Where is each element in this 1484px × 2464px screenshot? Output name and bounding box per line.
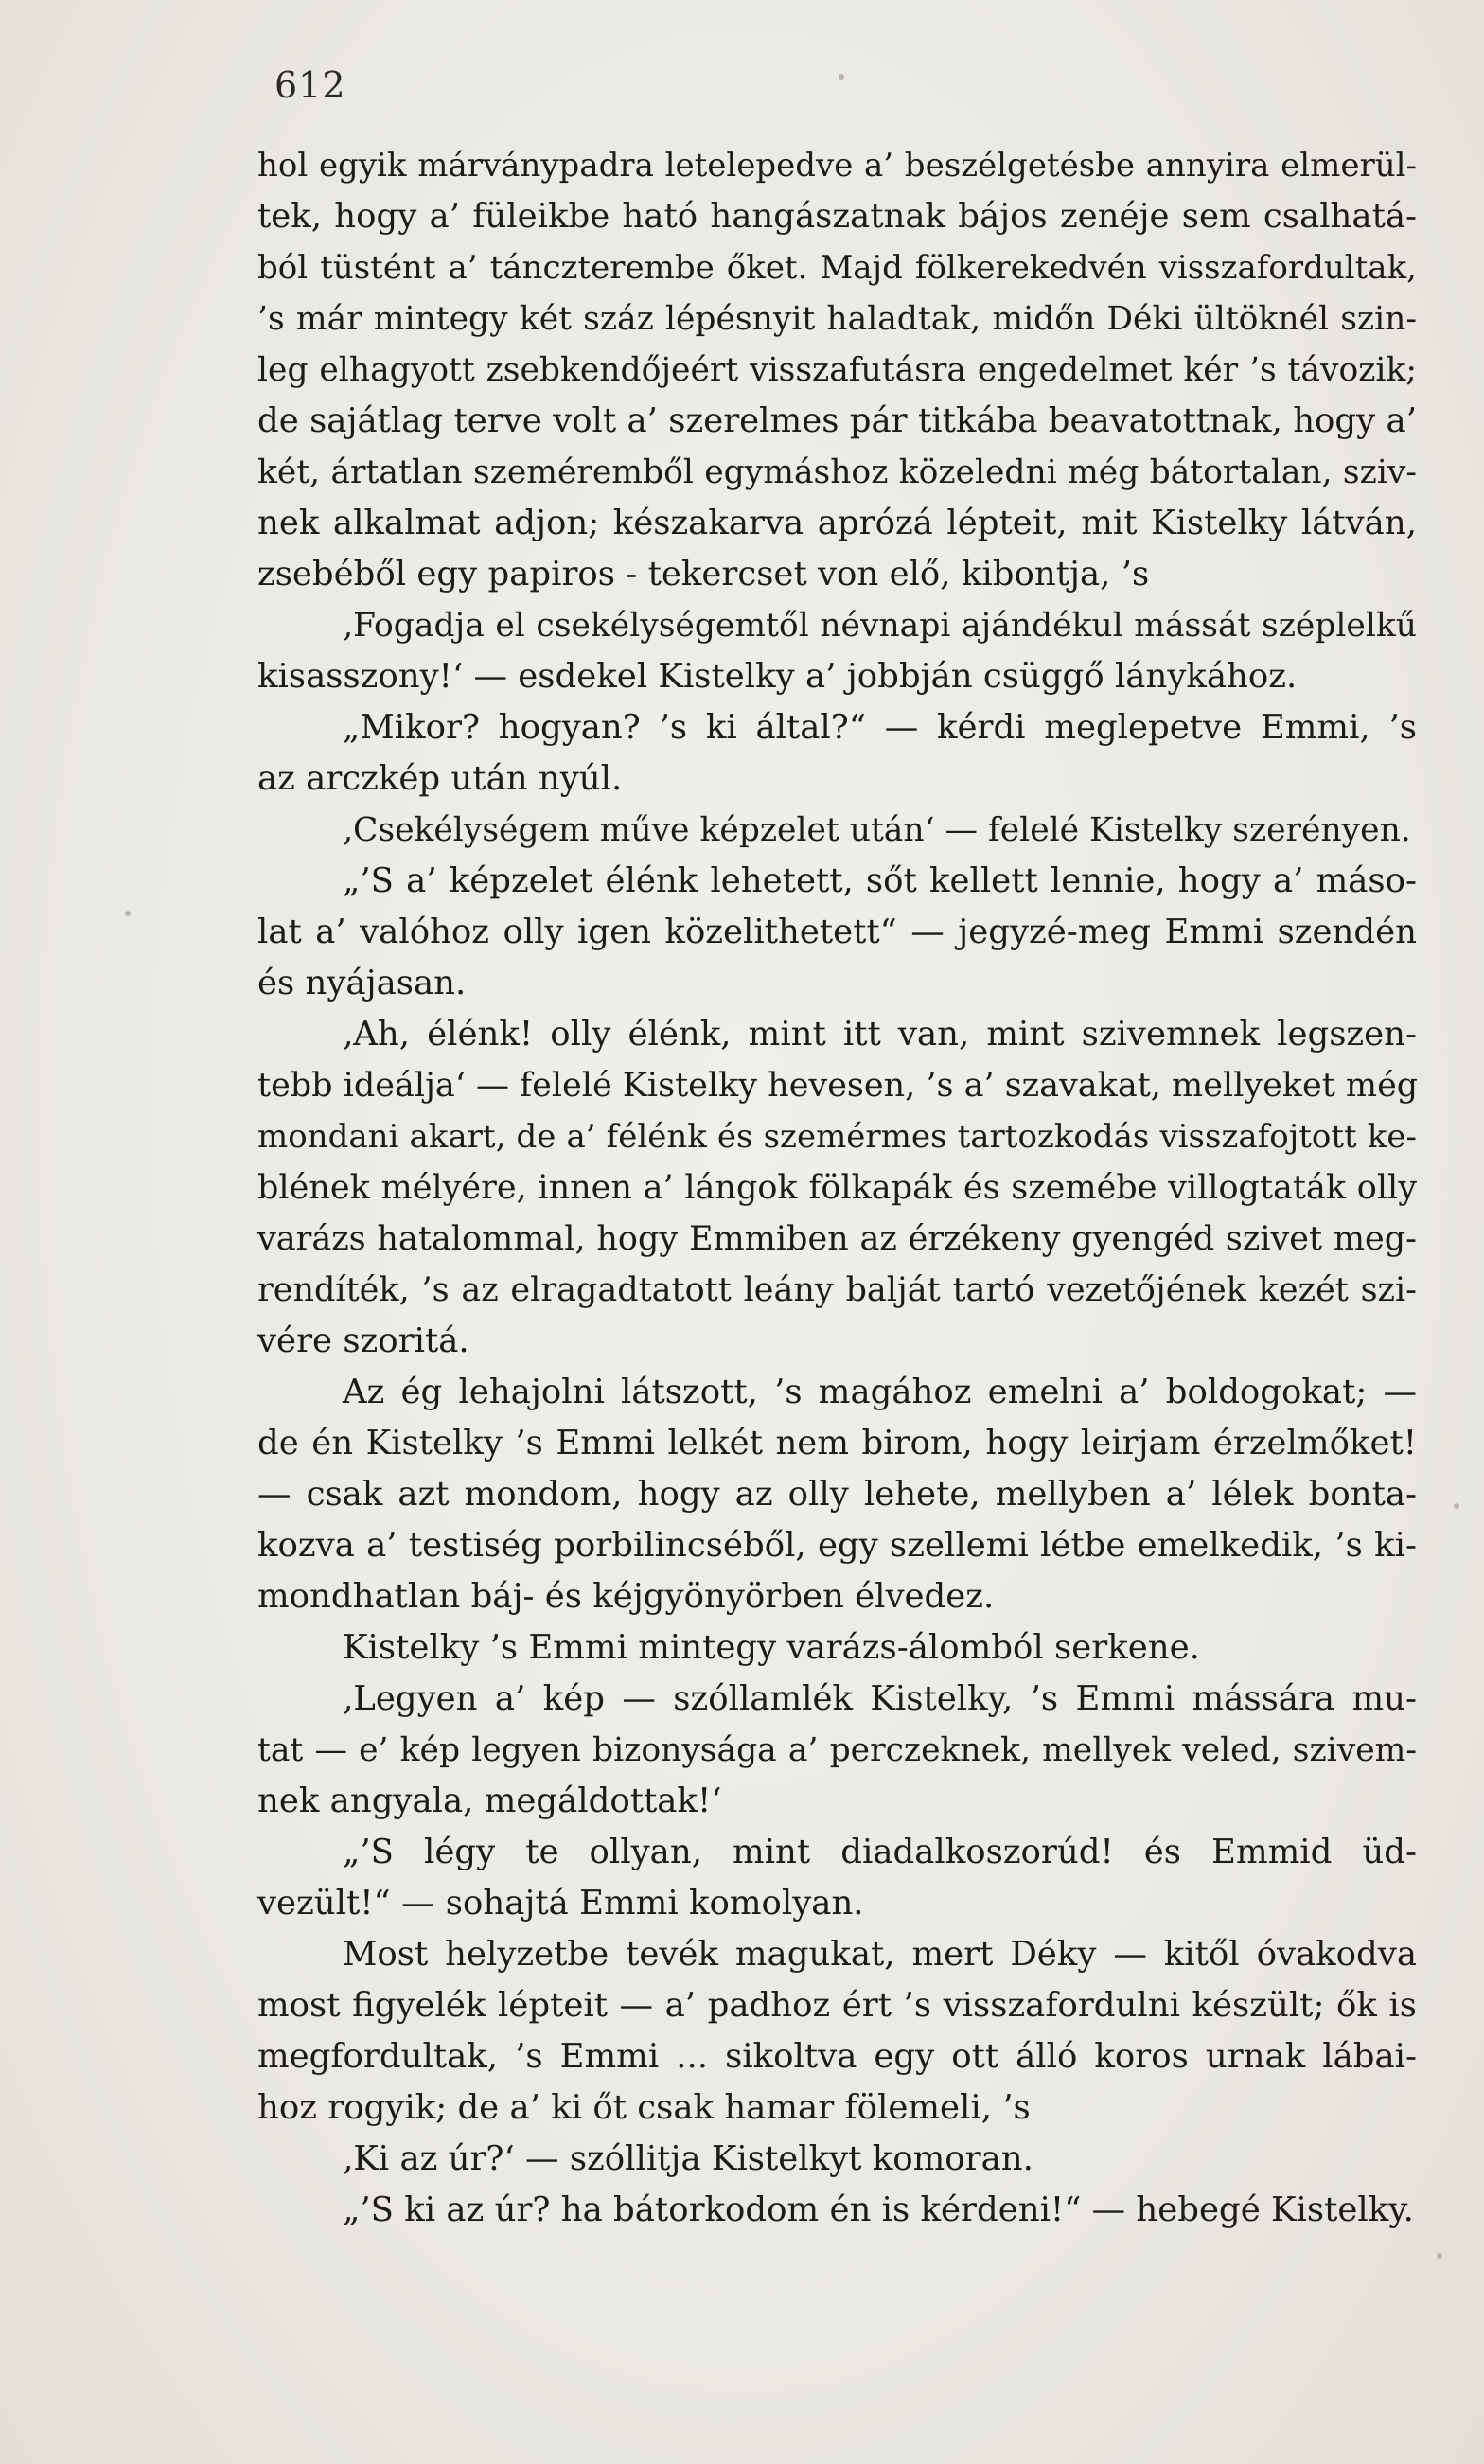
- text-line: ‚Ah, élénk! olly élénk, mint itt van, mint szivemnek legszen-: [343, 1015, 1417, 1054]
- text-line: az arczkép után nyúl.: [257, 759, 623, 798]
- text-line: ’s már mintegy két száz lépésnyit haladtak, midőn Déki ültöknél szin-: [257, 300, 1417, 338]
- text-line: kisasszony!‘ — esdekel Kistelky a’ jobbján csüggő lánykához.: [257, 657, 1298, 696]
- text-line: vére szoritá.: [257, 1321, 469, 1360]
- text-line: kozva a’ testiség porbilincséből, egy szellemi létbe emelkedik, ’s ki-: [257, 1526, 1417, 1565]
- text-line: ‚Legyen a’ kép — szóllamlék Kistelky, ’s Emmi mássára mu-: [343, 1679, 1417, 1718]
- paper-speck: [125, 911, 131, 916]
- text-line: tek, hogy a’ füleikbe ható hangászatnak bájos zenéje sem csalhatá-: [257, 197, 1417, 236]
- text-line: zsebéből egy papiros - tekercset von elő, kibontja, ’s: [257, 555, 1150, 594]
- text-line: ból tüstént a’ tánczterembe őket. Majd fölkerekedvén visszafordultak,: [257, 249, 1417, 287]
- text-line: nek angyala, megáldottak!‘: [257, 1782, 722, 1820]
- text-line: „’S a’ képzelet élénk lehetett, sőt kellett lennie, hogy a’ máso-: [343, 861, 1417, 900]
- text-line: mondhatlan báj- és kéjgyönyörben élvedez.: [257, 1577, 995, 1616]
- paper-speck: [1454, 1503, 1459, 1509]
- text-line: varázs hatalommal, hogy Emmiben az érzékeny gyengéd szivet meg-: [257, 1220, 1417, 1258]
- text-line: leg elhagyott zsebkendőjeért visszafutásra engedelmet kér ’s távozik;: [257, 351, 1417, 389]
- text-line: „’S ki az úr? ha bátorkodom én is kérdeni!“ — hebegé Kistelky.: [343, 2190, 1414, 2229]
- text-line: tat — e’ kép legyen bizonysága a’ perczeknek, mellyek veled, szivem-: [257, 1731, 1417, 1769]
- text-line: blének mélyére, innen a’ lángok fölkapák és szemébe villogtaták olly: [257, 1169, 1417, 1207]
- text-line: „Mikor? hogyan? ’s ki által?“ — kérdi meglepetve Emmi, ’s: [343, 708, 1417, 747]
- text-line: mondani akart, de a’ félénk és szemérmes tartozkodás visszafojtott ke-: [257, 1118, 1417, 1156]
- page-number: 612: [274, 64, 346, 106]
- text-line: ‚Csekélységem műve képzelet után‘ — felelé Kistelky szerényen.: [343, 811, 1411, 849]
- text-line: Kistelky ’s Emmi mintegy varázs-álomból serkene.: [343, 1628, 1200, 1667]
- text-line: hoz rogyik; de a’ ki őt csak hamar fölemeli, ’s: [257, 2088, 1031, 2127]
- text-line: megfordultak, ’s Emmi ... sikoltva egy ott álló koros urnak lábai-: [257, 2037, 1417, 2076]
- text-line: most figyelék lépteit — a’ padhoz ért ’s visszafordulni készült; ők is: [257, 1986, 1417, 2025]
- text-line: ‚Fogadja el csekélységemtől névnapi ajándékul mássát széplelkű: [343, 607, 1417, 645]
- text-line: lat a’ valóhoz olly igen közelithetett“ — jegyzé-meg Emmi szendén: [257, 913, 1417, 951]
- text-line: két, ártatlan szeméremből egymáshoz közeledni még bátortalan, sziv-: [257, 453, 1417, 491]
- text-line: tebb ideálja‘ — felelé Kistelky hevesen, ’s a’ szavakat, mellyeket még: [257, 1067, 1419, 1105]
- text-line: hol egyik márványpadra letelepedve a’ beszélgetésbe annyira elmerül-: [257, 147, 1417, 185]
- text-line: de én Kistelky ’s Emmi lelkét nem birom, hogy leirjam érzelmőket!: [257, 1424, 1417, 1462]
- text-line: ‚Ki az úr?‘ — szóllitja Kistelkyt komoran.: [343, 2139, 1034, 2178]
- body-text: [257, 140, 1417, 2236]
- paper-speck: [1437, 2253, 1442, 2259]
- text-line: rendíték, ’s az elragadtatott leány balját tartó vezetőjének kezét szi-: [257, 1271, 1417, 1309]
- text-line: — csak azt mondom, hogy az olly lehete, mellyben a’ lélek bonta-: [257, 1475, 1417, 1514]
- text-line: vezült!“ — sohajtá Emmi komolyan.: [257, 1884, 864, 1923]
- text-line: de sajátlag terve volt a’ szerelmes pár titkába beavatottnak, hogy a’: [257, 401, 1417, 440]
- text-line: és nyájasan.: [257, 964, 467, 1002]
- text-line: „’S légy te ollyan, mint diadalkoszorúd! és Emmid üd-: [343, 1833, 1417, 1871]
- paper-speck: [839, 74, 844, 80]
- text-line: nek alkalmat adjon; készakarva aprózá lépteit, mit Kistelky látván,: [257, 504, 1417, 542]
- text-line: Most helyzetbe tevék magukat, mert Déky — kitől óvakodva: [343, 1935, 1417, 1974]
- text-line: Az ég lehajolni látszott, ’s magához emelni a’ boldogokat; —: [343, 1373, 1417, 1411]
